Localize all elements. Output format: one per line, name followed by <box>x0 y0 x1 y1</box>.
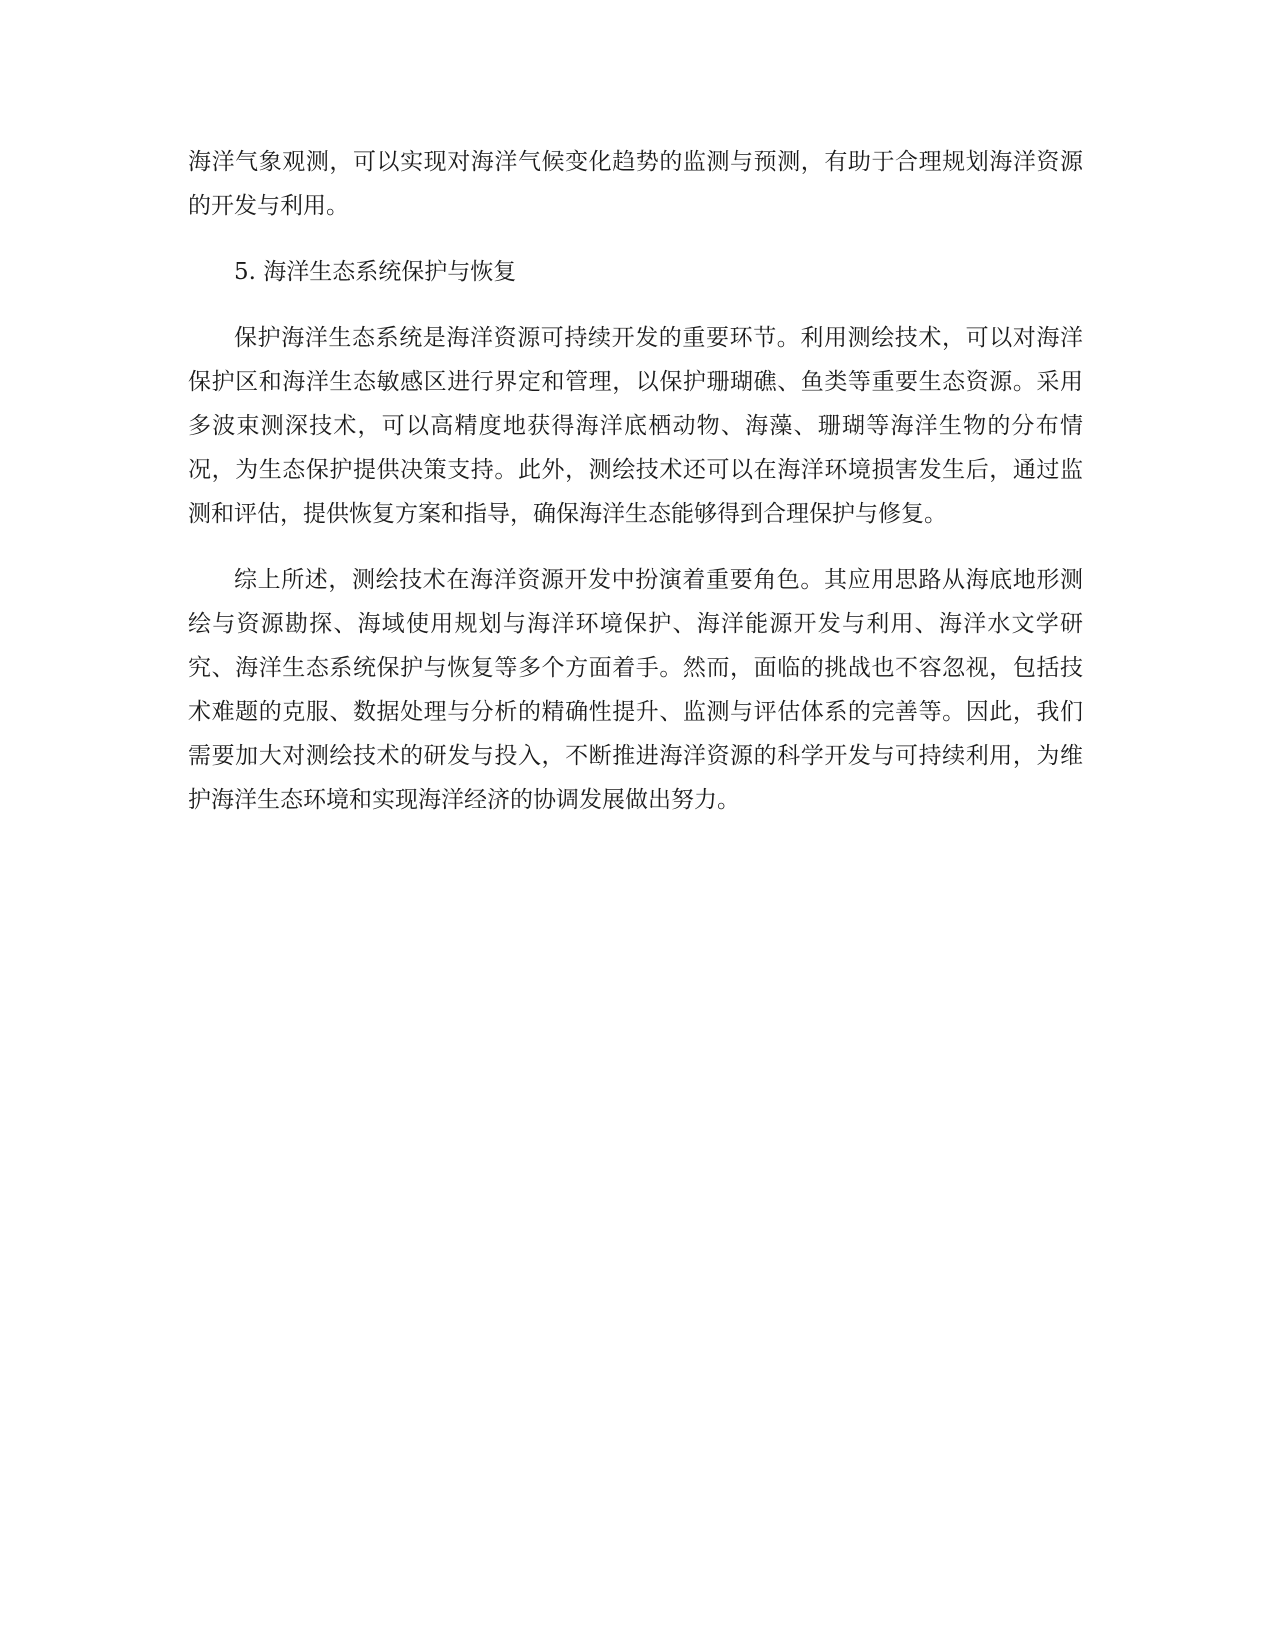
section-heading: 5. 海洋生态系统保护与恢复 <box>234 259 517 285</box>
paragraph-ecosystem-protection: 保护海洋生态系统是海洋资源可持续开发的重要环节。利用测绘技术，可以对海洋保护区和海洋生态敏感区进行界定和管理，以保护珊瑚礁、鱼类等重要生态资源。采用多波束测深技术，可以高精度地获得海洋底栖动物、海藻、珊瑚等海洋生物的分布情况，为生态保护提供决策支持。此外，测绘技术还可以在海洋环境损害发生后，通过监测和评估，提供恢复方案和指导，确保海洋生态能够得到合理保护与修复。 <box>188 325 1083 527</box>
paragraph-conclusion: 综上所述，测绘技术在海洋资源开发中扮演着重要角色。其应用思路从海底地形测绘与资源勘探、海域使用规划与海洋环境保护、海洋能源开发与利用、海洋水文学研究、海洋生态系统保护与恢复等多个方面着手。然而，面临的挑战也不容忽视，包括技术难题的克服、数据处理与分析的精确性提升、监测与评估体系的完善等。因此，我们需要加大对测绘技术的研发与投入，不断推进海洋资源的科学开发与可持续利用，为维护海洋生态环境和实现海洋经济的协调发展做出努力。 <box>188 567 1083 813</box>
document-body <box>188 140 1083 844</box>
paragraph-continuation: 海洋气象观测，可以实现对海洋气候变化趋势的监测与预测，有助于合理规划海洋资源的开发与利用。 <box>188 149 1083 219</box>
